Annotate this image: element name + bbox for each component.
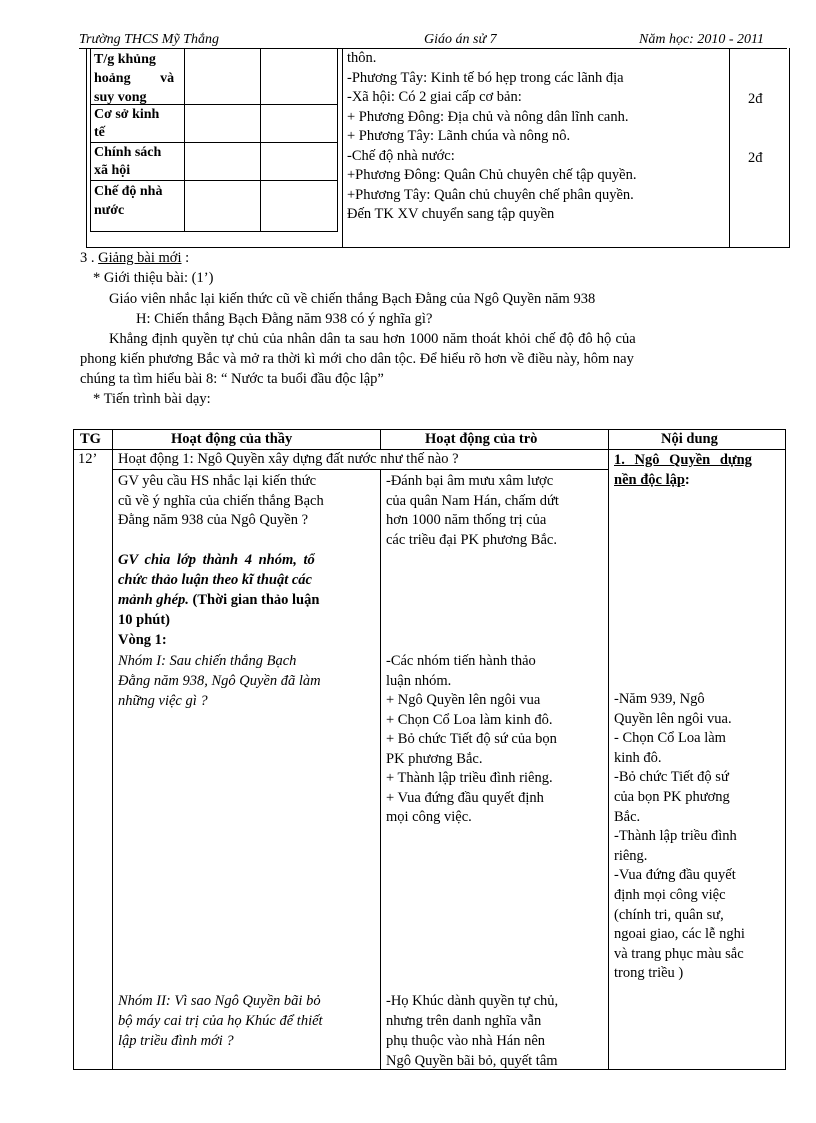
- top-content: thôn. -Phương Tây: Kinh tế bó hẹp trong các lãnh địa -Xã hội: Có 2 giai cấp cơ bản: + Phương Đông: Địa chủ và nông dân lĩnh canh. + Phương Tây: Lãnh chúa và nông nô. -Chế độ nhà nước: +Phương Đông: Quân Chủ chuyên chế tập quyền. +Phương Tây: Quân chủ chuyên chế phân quyền. Đến TK XV chuyển sang tập quyền: [347, 50, 637, 222]
- header-year: Năm học: 2010 - 2011: [639, 32, 764, 47]
- header-tg: TG: [80, 431, 101, 447]
- answer-line-1: Khẳng định quyền tự chủ của nhân dân ta sau hơn 1000 năm thoát khỏi chế độ đô hộ của: [109, 331, 636, 347]
- student-answer-2: -Các nhóm tiến hành thảo luận nhóm. + Ngô Quyền lên ngôi vua + Chọn Cổ Loa làm kinh đô. + Bỏ chức Tiết độ sứ của bọn PK phương Bắc. + Thành lập triều đình riêng. + Vua đứng đầu quyết định mọi công việc.: [386, 653, 557, 825]
- answer-line-3: chúng ta tìm hiểu bài 8: “ Nước ta buổi đầu độc lập”: [80, 371, 384, 387]
- score-1: 2đ: [748, 91, 763, 107]
- header-school: Trường THCS Mỹ Thắng: [79, 32, 219, 47]
- intro-question: H: Chiến thắng Bạch Đằng năm 938 có ý nghĩa gì?: [136, 311, 433, 327]
- teacher-group-instruction: GV chia lớp thành 4 nhóm, tổ chức thảo luận theo kĩ thuật các mảnh ghép. (Thời gian thảo luận 10 phút) Vòng 1:: [118, 552, 320, 648]
- top-row-label-3: Chính sách xã hội: [94, 145, 162, 178]
- process-line: * Tiến trình bài dạy:: [93, 391, 211, 407]
- content-body: -Năm 939, Ngô Quyền lên ngôi vua. - Chọn Cổ Loa làm kinh đô. -Bỏ chức Tiết độ sứ của bọn PK phương Bắc. -Thành lập triều đình riêng. -Vua đứng đầu quyết định mọi công việc (chính tri, quân sư, ngoai giao, các lễ nghi và trang phục màu sắc trong triều ): [614, 691, 745, 982]
- top-row-label-4: Chế độ nhà nước: [94, 184, 163, 218]
- activity-title: Hoạt động 1: Ngô Quyền xây dựng đất nước như thế nào ?: [118, 451, 459, 467]
- header-teacher: Hoạt động của thầy: [171, 431, 293, 447]
- top-row-label-2: Cơ sở kinh tế: [94, 107, 160, 140]
- teacher-question-1: GV yêu cầu HS nhắc lại kiến thức cũ về ý nghĩa của chiến thắng Bạch Đằng năm 938 của Ngô Quyền ?: [118, 473, 324, 528]
- student-answer-3: -Họ Khúc dành quyền tự chủ, nhưng trên danh nghĩa vẫn phụ thuộc vào nhà Hán nên Ngô Quyền bãi bỏ, quyết tâm: [386, 993, 559, 1069]
- content-title: 1. Ngô Quyền dựng nền độc lập:: [614, 452, 752, 488]
- score-2: 2đ: [748, 150, 763, 166]
- intro-line: * Giới thiệu bài: (1’): [93, 270, 214, 286]
- intro-paragraph: Giáo viên nhắc lại kiến thức cũ về chiến thắng Bạch Đằng của Ngô Quyền năm 938: [109, 291, 596, 307]
- answer-line-2: phong kiến phương Bắc và mở ra thời kì mới cho dân tộc. Để hiểu rõ hơn về điều này, hôm nay: [80, 351, 634, 367]
- teacher-group-2: Nhóm II: Vì sao Ngô Quyền bãi bỏ bộ máy cai trị của họ Khúc để thiết lập triều đình mới ?: [118, 993, 323, 1049]
- header-student: Hoạt động của trò: [425, 431, 538, 447]
- header-content: Nội dung: [661, 431, 718, 447]
- header-subject: Giáo án sử 7: [424, 32, 497, 47]
- top-row-label-1: T/g khủng hoảng và suy vong: [94, 52, 175, 105]
- page-header: [79, 32, 787, 49]
- teacher-group-1: Nhóm I: Sau chiến thắng Bạch Đằng năm 938, Ngô Quyền đã làm những việc gì ?: [118, 653, 321, 709]
- section3-heading: 3 . Giảng bài mới :: [80, 250, 190, 266]
- time-cell: 12’: [78, 451, 98, 467]
- student-answer-1: -Đánh bại âm mưu xâm lược của quân Nam Hán, chấm dứt hơn 1000 năm thống trị của các triều đại PK phương Bắc.: [386, 473, 559, 548]
